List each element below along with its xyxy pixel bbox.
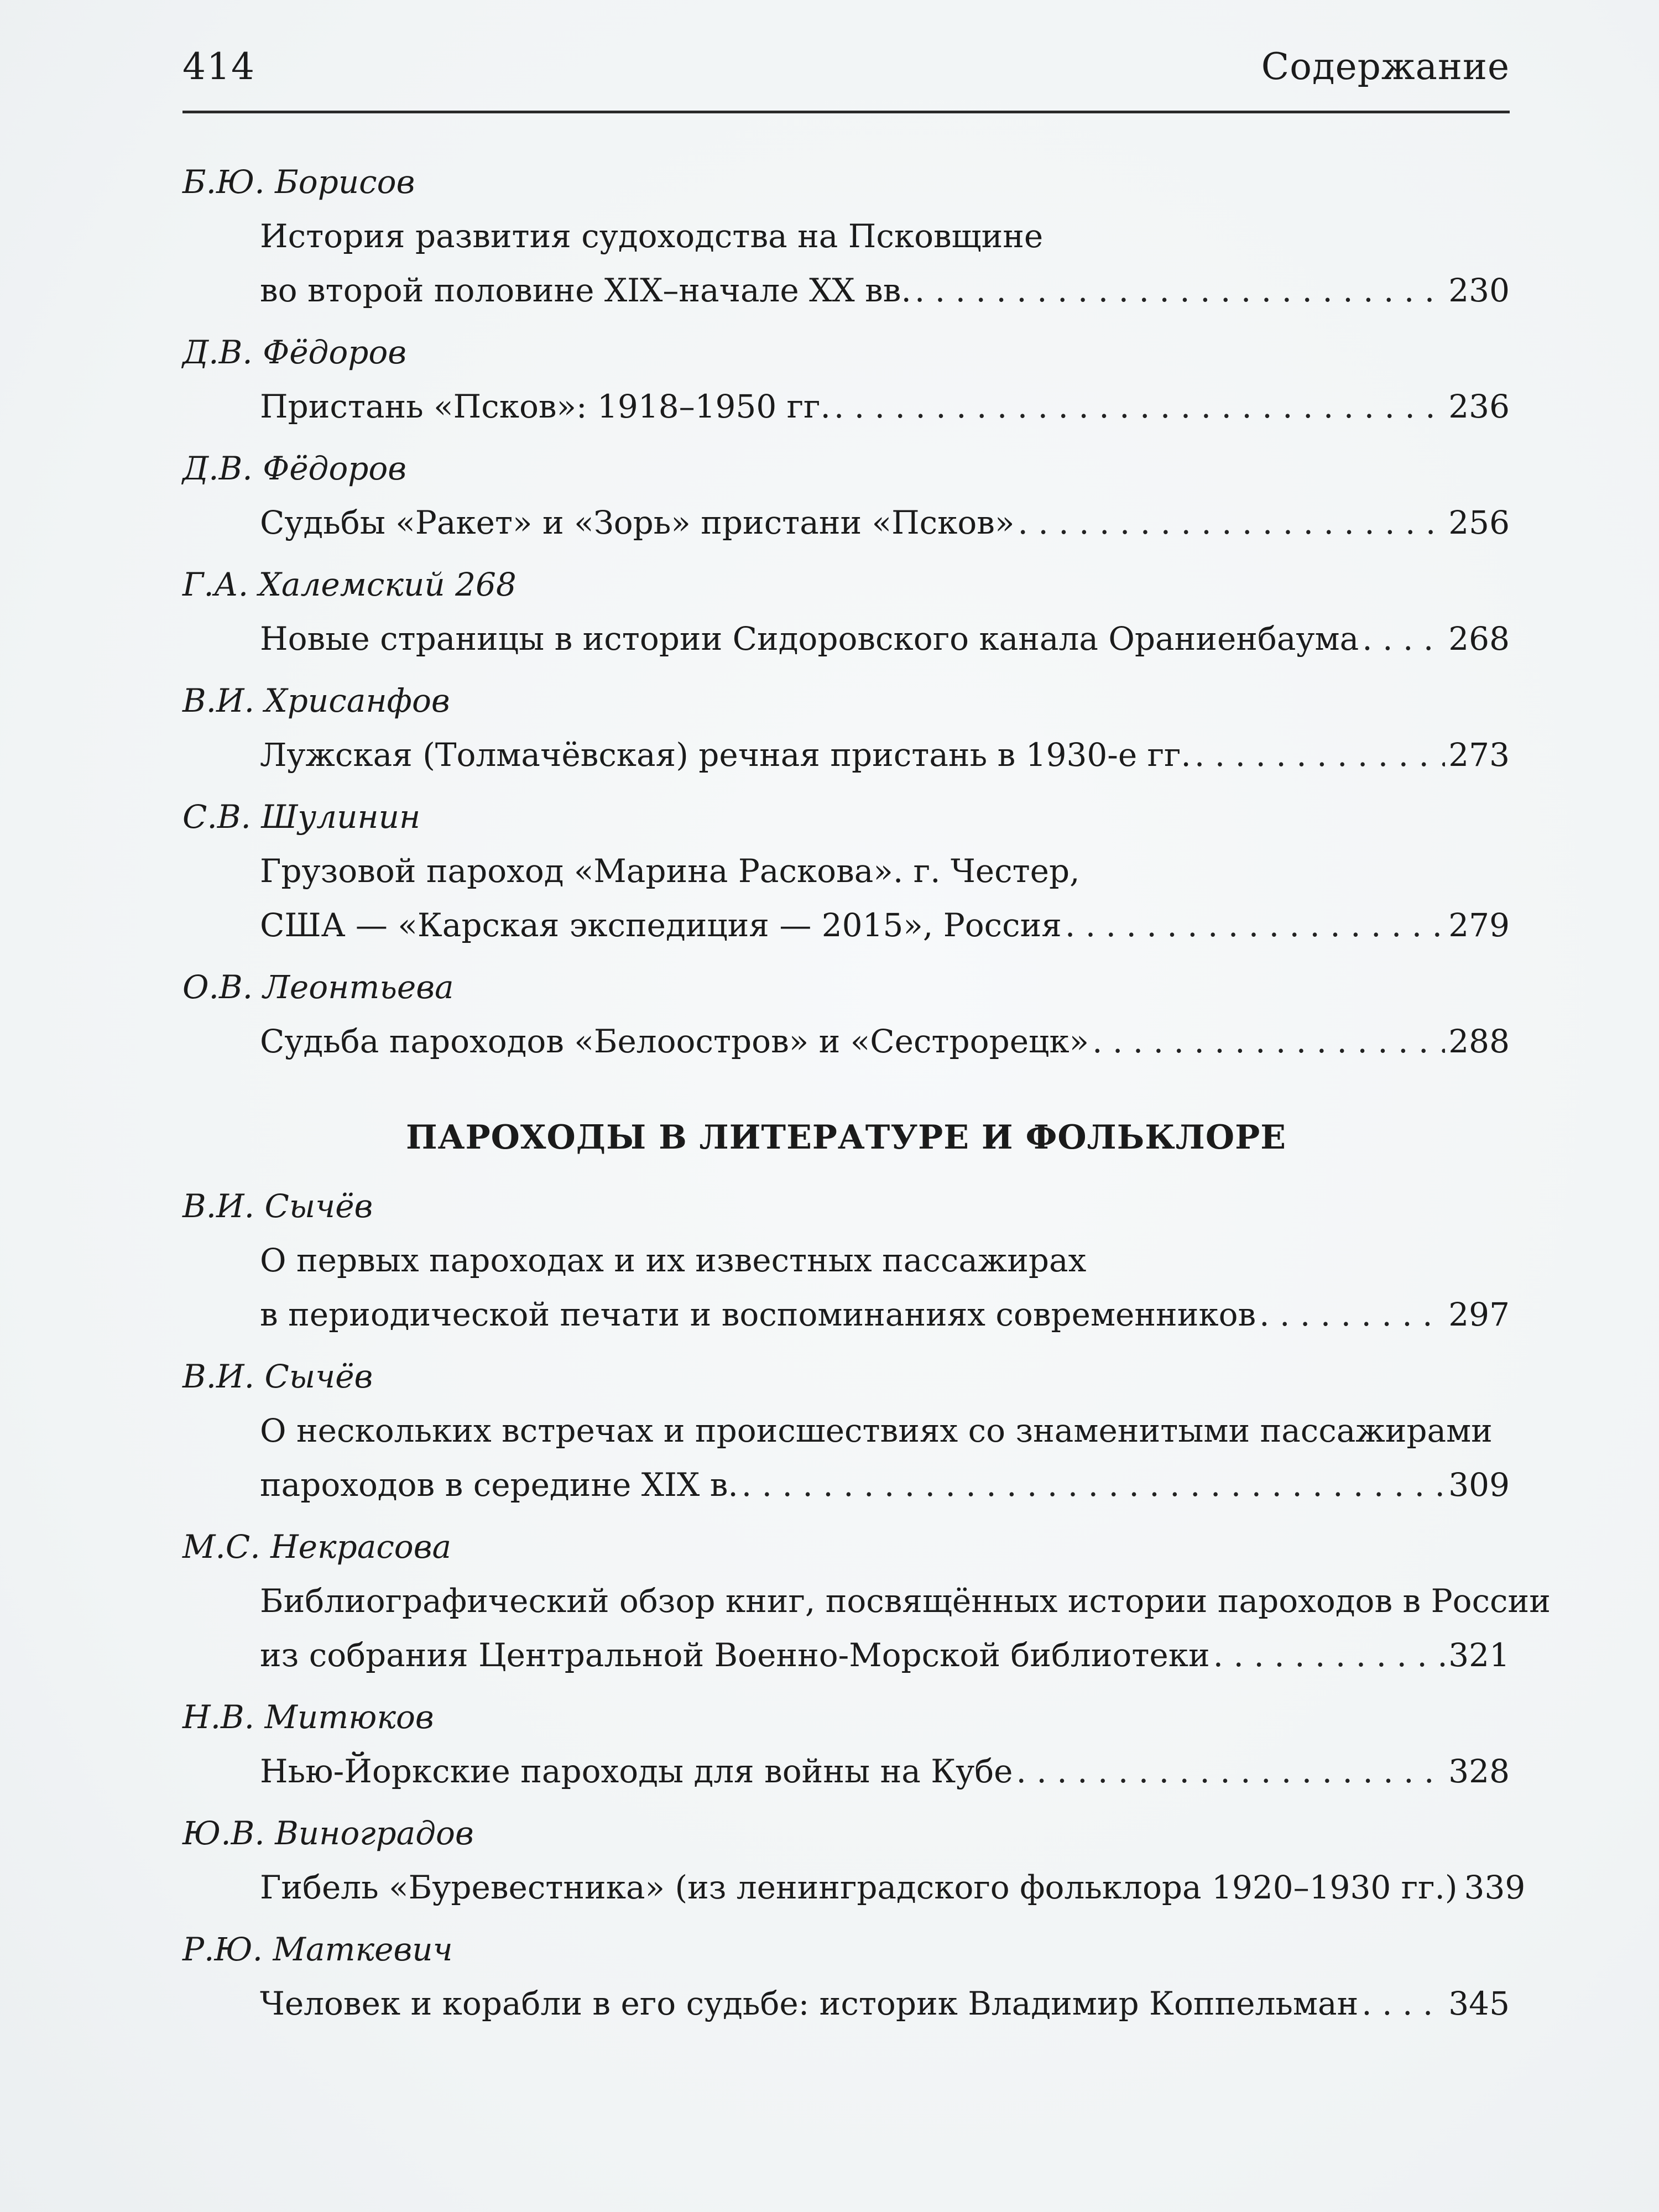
toc-title-text: Гибель «Буревестника» (из ленинградского фольклора 1920–1930 гг.) [260,1869,1458,1906]
toc-title-line: О нескольких встречах и происшествиях со знаменитыми пассажирами [260,1412,1493,1449]
toc-entry [182,155,1510,317]
dot-leader [1259,1287,1445,1342]
dot-leader [1065,898,1445,952]
dot-leader [1016,1744,1446,1798]
toc-title-last-line [182,898,1510,952]
toc-title-text: Лужская (Толмачёвская) речная пристань в 1930-е гг. [260,736,1191,774]
toc-page-number: 297 [1448,1296,1510,1333]
toc-page-number: 339 [1464,1869,1526,1906]
toc-author: С.В. Шулинин [182,798,421,836]
toc-entry [182,1520,1551,1682]
toc-page-number: 268 [1448,620,1510,658]
table-of-contents [182,155,1551,2038]
dot-leader [834,379,1445,434]
section-heading: ПАРОХОДЫ В ЛИТЕРАТУРЕ И ФОЛЬКЛОРЕ [406,1118,1286,1157]
toc-title-text: из собрания Центральной Военно-Морской библиотеки [260,1636,1210,1674]
toc-title-line: История развития судоходства на Псковщине [260,217,1044,255]
toc-page-number: 288 [1448,1022,1510,1060]
toc-page-number: 230 [1448,272,1510,309]
toc-page-number: 345 [1448,1985,1510,2022]
toc-entry [182,1922,1510,2031]
toc-page-number: 273 [1448,736,1510,774]
toc-title-last-line [182,612,1510,666]
toc-list-before-section [182,155,1510,1068]
toc-author: Н.В. Митюков [182,1698,434,1736]
toc-entry [182,557,1510,666]
dot-leader [1213,1628,1446,1682]
toc-title-text: Пристань «Псков»: 1918–1950 гг. [260,388,831,425]
toc-entry [182,1349,1510,1512]
toc-page-number: 328 [1448,1752,1510,1790]
toc-author: Д.В. Фёдоров [182,450,407,487]
toc-title-text: Судьба пароходов «Белоостров» и «Сестрорецк» [260,1022,1089,1060]
toc-title-line: Библиографический обзор книг, посвящённых истории пароходов в России [260,1582,1551,1620]
toc-title-last-line [182,263,1510,317]
toc-author: Д.В. Фёдоров [182,333,407,371]
toc-author: М.С. Некрасова [182,1528,452,1566]
toc-author: В.И. Сычёв [182,1358,373,1395]
toc-entry [182,1179,1510,1342]
toc-entry [182,441,1510,550]
toc-title-last-line [182,1014,1510,1068]
toc-title-text: во второй половине XIX–начале XX вв. [260,272,911,309]
dot-leader [742,1458,1445,1512]
toc-entry [182,790,1510,952]
dot-leader [1361,1976,1445,2031]
toc-author: Г.А. Халемский 268 [182,566,517,603]
page-number: 414 [182,45,255,88]
toc-title-last-line [182,728,1510,782]
toc-entry [182,1806,1526,1914]
dot-leader [1092,1014,1445,1068]
toc-title-text: США — «Карская экспедиция — 2015», Россия [260,906,1062,944]
toc-author: Ю.В. Виноградов [182,1814,474,1852]
toc-title-text: Судьбы «Ракет» и «Зорь» пристани «Псков» [260,504,1015,541]
toc-page-number: 279 [1448,906,1510,944]
dot-leader [1194,728,1445,782]
toc-list-after-section [182,1179,1551,2031]
toc-title-last-line [182,1628,1510,1682]
toc-title-last-line [182,1744,1510,1798]
toc-title-text: Человек и корабли в его судьбе: историк Владимир Коппельман [260,1985,1359,2022]
toc-author: Р.Ю. Маткевич [182,1931,453,1968]
toc-entry [182,674,1510,782]
toc-title-text: Новые страницы в истории Сидоровского канала Ораниенбаума [260,620,1359,658]
toc-entry [182,1690,1510,1798]
header-rule [182,111,1510,113]
toc-author: В.И. Хрисанфов [182,682,450,719]
running-title: Содержание [1261,45,1510,88]
toc-entry [182,325,1510,434]
toc-page-number: 236 [1448,388,1510,425]
toc-title-text: Нью-Йоркские пароходы для войны на Кубе [260,1752,1013,1790]
toc-title-last-line [182,1458,1510,1512]
toc-author: Б.Ю. Борисов [182,163,415,201]
toc-title-last-line [182,379,1510,434]
toc-page-number: 321 [1448,1636,1510,1674]
toc-author: О.В. Леонтьева [182,968,454,1006]
toc-page-number: 256 [1448,504,1510,541]
toc-title-text: пароходов в середине XIX в. [260,1466,738,1504]
dot-leader [915,263,1445,317]
dot-leader [1018,495,1445,550]
toc-title-line: Грузовой пароход «Марина Раскова». г. Честер, [260,852,1080,890]
toc-title-text: в периодической печати и воспоминаниях современников [260,1296,1256,1333]
running-header [182,45,1510,112]
toc-title-last-line [182,1860,1526,1914]
toc-title-last-line [182,495,1510,550]
toc-entry [182,960,1510,1068]
toc-page-number: 309 [1448,1466,1510,1504]
toc-author: В.И. Сычёв [182,1187,373,1225]
toc-title-line: О первых пароходах и их известных пассажирах [260,1241,1087,1279]
dot-leader [1362,612,1445,666]
toc-title-last-line [182,1287,1510,1342]
toc-title-last-line [182,1976,1510,2031]
